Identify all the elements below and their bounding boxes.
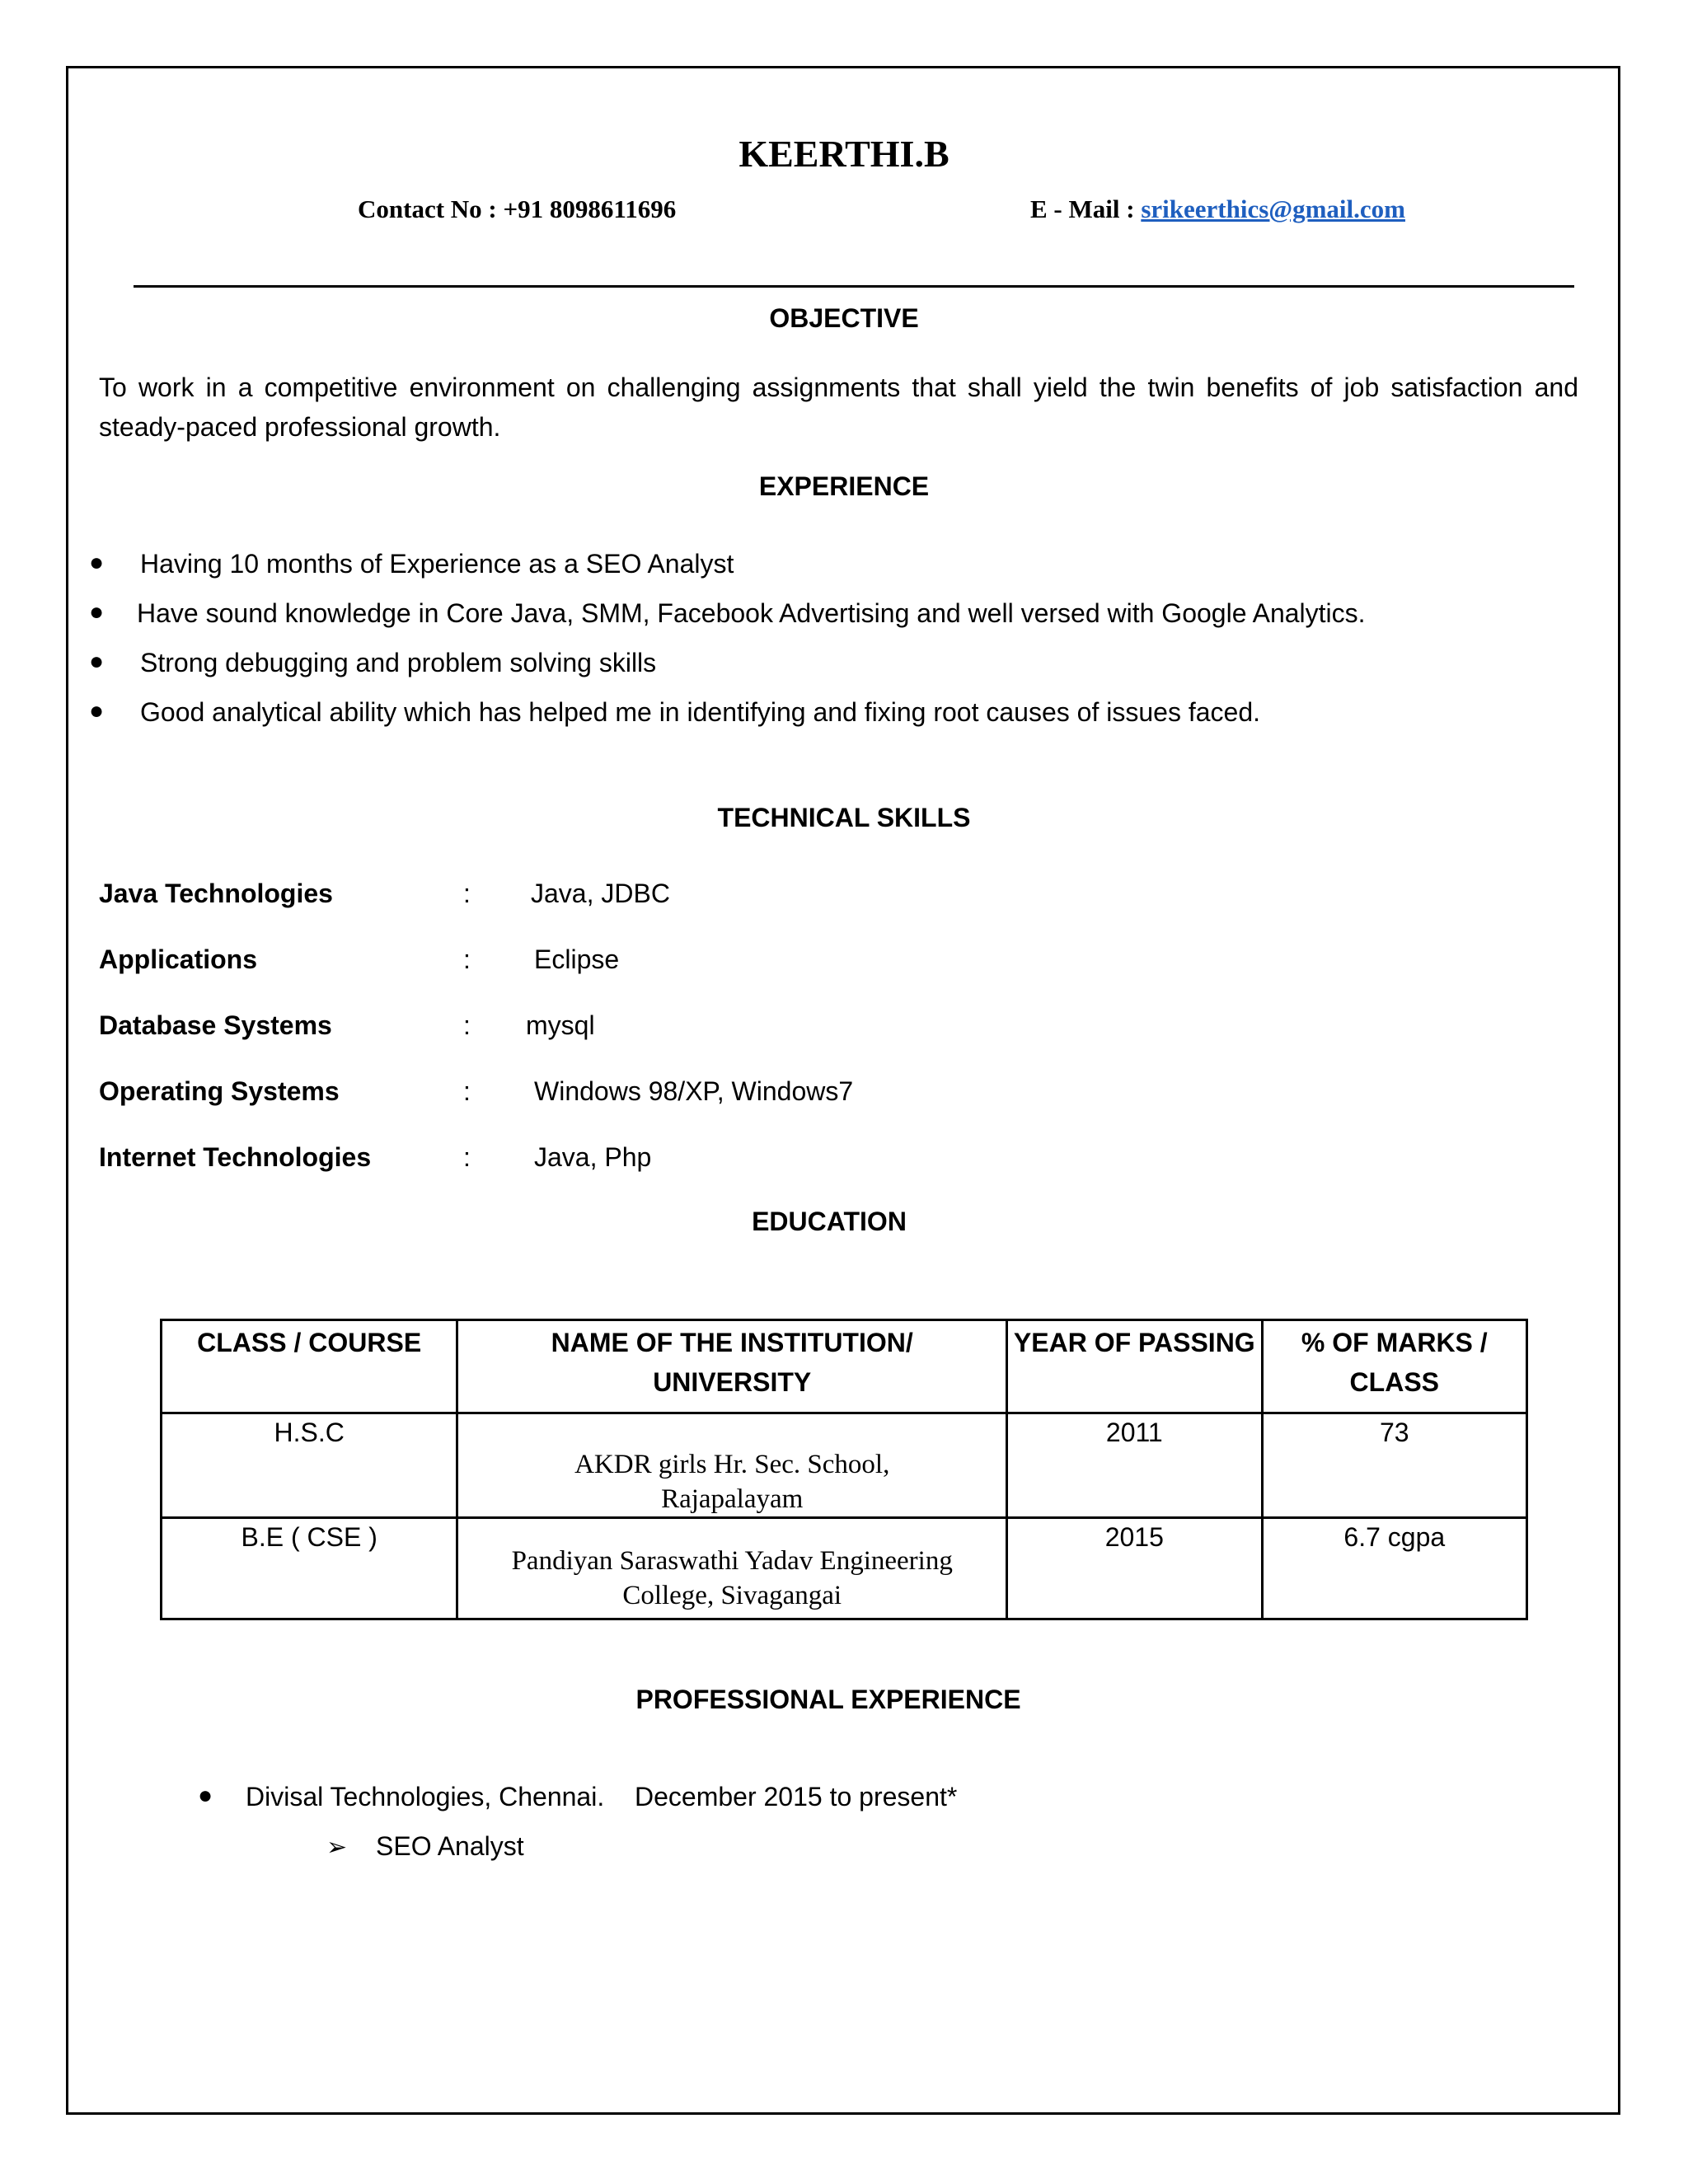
skill-separator: :	[463, 1076, 471, 1106]
skill-label: Applications	[99, 944, 258, 974]
bullet-icon: ●	[198, 1782, 213, 1809]
skill-value: mysql	[526, 1010, 595, 1040]
experience-item: Have sound knowledge in Core Java, SMM, Facebook Advertising and well versed with Google Analytics.	[137, 598, 1366, 628]
bullet-icon: ●	[89, 549, 105, 576]
candidate-name: KEERTHI.B	[738, 133, 950, 175]
skill-label: Database Systems	[99, 1010, 332, 1040]
cell-course: B.E ( CSE )	[162, 1518, 457, 1619]
skill-separator: :	[463, 879, 471, 908]
table-row	[162, 1518, 1527, 1619]
experience-item: Having 10 months of Experience as a SEO Analyst	[140, 549, 734, 579]
skill-separator: :	[463, 944, 471, 974]
column-header-class-course: CLASS / COURSE	[162, 1320, 457, 1413]
column-header-institution: NAME OF THE INSTITUTION/ UNIVERSITY	[457, 1320, 1007, 1413]
contact-label: Contact No :	[358, 194, 504, 223]
header-divider	[134, 285, 1574, 288]
experience-heading: EXPERIENCE	[758, 471, 930, 501]
skill-label: Java Technologies	[99, 879, 333, 908]
skill-value: Windows 98/XP, Windows7	[534, 1076, 854, 1106]
objective-text: To work in a competitive environment on challenging assignments that shall yield the twin benefits of job satisfaction and steady-paced professional growth.	[99, 373, 1578, 442]
column-header-year: YEAR OF PASSING	[1007, 1320, 1263, 1413]
cell-marks: 73	[1262, 1413, 1526, 1518]
email-line	[1030, 194, 1405, 224]
email-label: E - Mail :	[1030, 194, 1142, 223]
table-row	[162, 1413, 1527, 1518]
bullet-icon: ●	[89, 598, 105, 626]
cell-institution: Pandiyan Saraswathi Yadav Engineering College, Sivagangai	[457, 1518, 1007, 1619]
education-table	[160, 1319, 1528, 1620]
objective-heading: OBJECTIVE	[769, 303, 919, 333]
bullet-icon: ●	[89, 648, 105, 675]
bullet-icon: ●	[89, 697, 105, 724]
cell-year: 2015	[1007, 1518, 1263, 1619]
skill-separator: :	[463, 1142, 471, 1172]
skill-label: Operating Systems	[99, 1076, 340, 1106]
cell-year: 2011	[1007, 1413, 1263, 1518]
cell-marks: 6.7 cgpa	[1262, 1518, 1526, 1619]
table-header-row	[162, 1320, 1527, 1413]
skill-value: Java, JDBC	[531, 879, 670, 908]
email-link[interactable]: srikeerthics@gmail.com	[1141, 194, 1405, 223]
column-header-marks: % OF MARKS / CLASS	[1262, 1320, 1526, 1413]
technical-skills-heading: TECHNICAL SKILLS	[717, 803, 971, 832]
arrow-bullet-icon: ➢	[326, 1834, 348, 1861]
skill-value: Eclipse	[534, 944, 620, 974]
job-role: SEO Analyst	[376, 1831, 524, 1861]
skill-value: Java, Php	[534, 1142, 652, 1172]
contact-value: +91 8098611696	[503, 194, 677, 223]
skill-label: Internet Technologies	[99, 1142, 372, 1172]
experience-item: Good analytical ability which has helped me in identifying and fixing root causes of issues faced.	[140, 697, 1260, 727]
education-heading: EDUCATION	[752, 1207, 907, 1236]
experience-item: Strong debugging and problem solving skills	[140, 648, 657, 677]
contact-number	[358, 194, 676, 224]
employment-period: December 2015 to present*	[635, 1782, 958, 1811]
professional-experience-heading: PROFESSIONAL EXPERIENCE	[635, 1685, 1021, 1714]
cell-course: H.S.C	[162, 1413, 457, 1518]
skill-separator: :	[463, 1010, 471, 1040]
cell-institution: AKDR girls Hr. Sec. School, Rajapalayam	[457, 1413, 1007, 1518]
company-name: Divisal Technologies, Chennai.	[246, 1782, 605, 1811]
